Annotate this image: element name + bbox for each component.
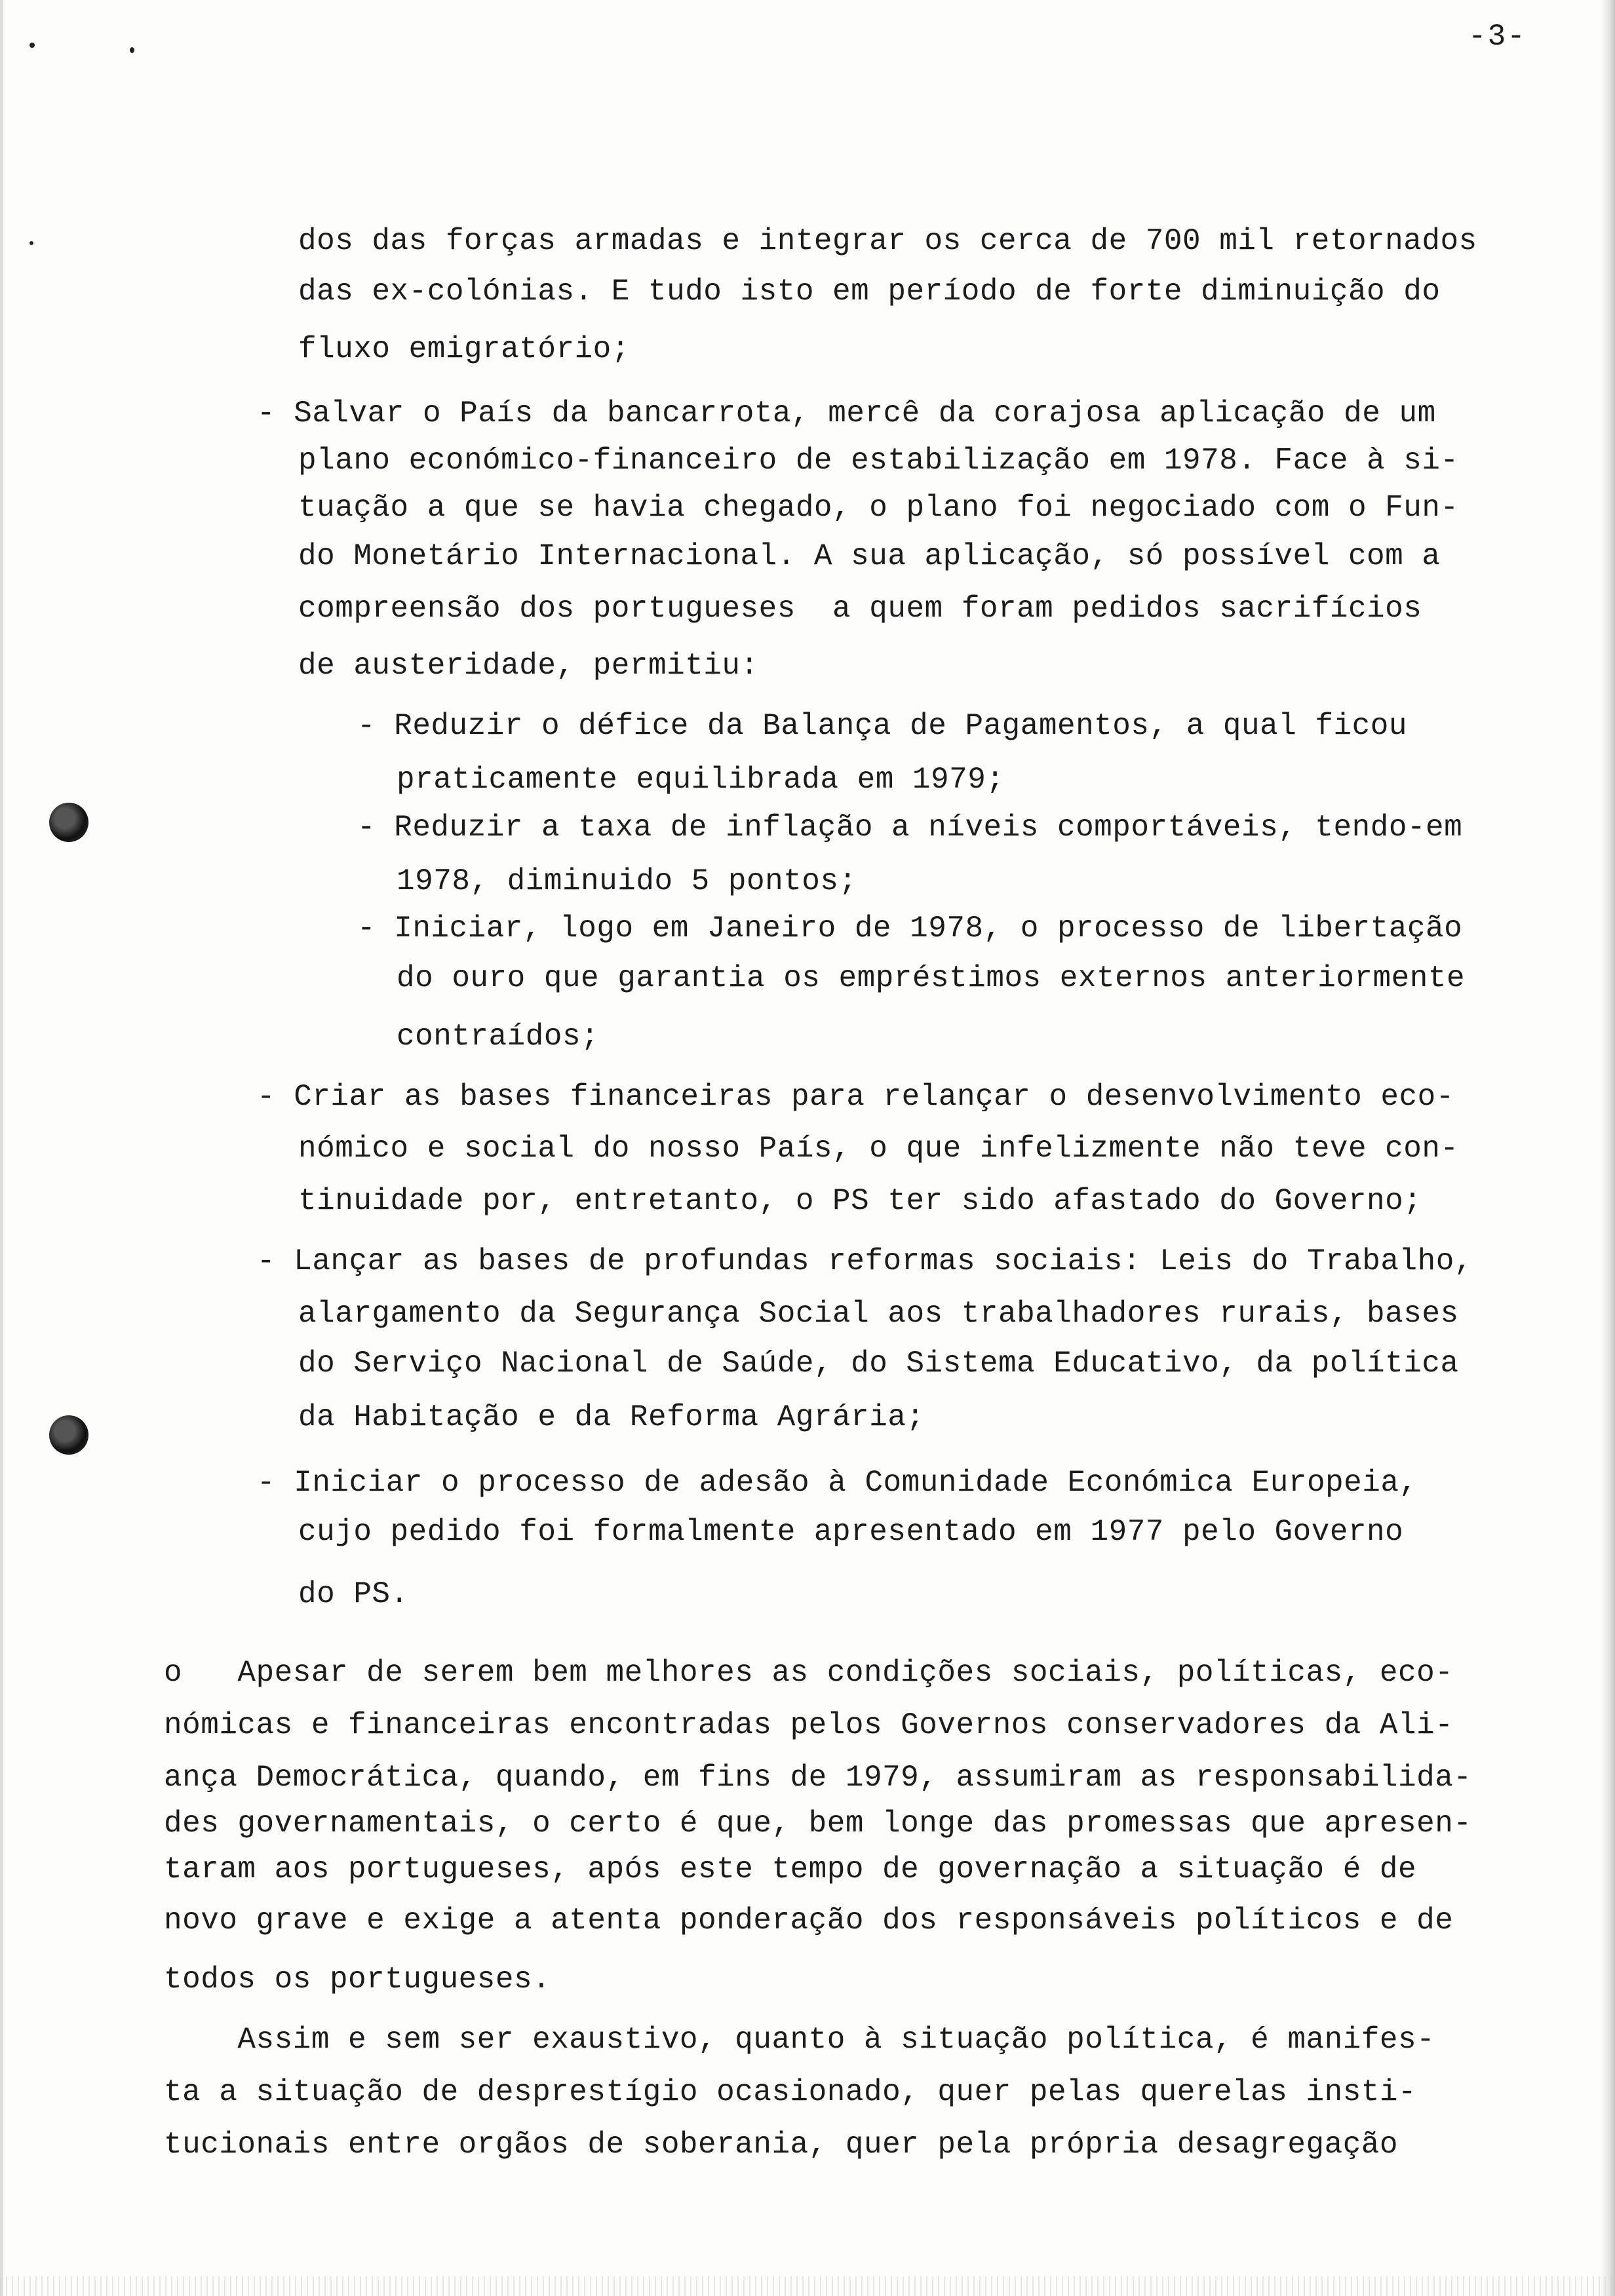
text-line: do ouro que garantia os empréstimos externos anteriormente [397,961,1466,995]
text-line: do Serviço Nacional de Saúde, do Sistema Educativo, da política [298,1347,1459,1381]
scan-speck [29,43,35,48]
text-line: praticamente equilibrada em 1979; [397,763,1005,797]
text-line: nómicas e financeiras encontradas pelos Governos conservadores da Ali- [164,1708,1454,1742]
text-line: - Reduzir o défice da Balança de Pagamentos, a qual ficou [357,709,1407,743]
text-line: compreensão dos portugueses a quem foram pedidos sacrifícios [298,592,1422,626]
text-line: 1978, diminuido 5 pontos; [397,864,857,898]
text-line: cujo pedido foi formalmente apresentado em 1977 pelo Governo [298,1515,1404,1549]
page-number: -3- [1468,20,1527,54]
text-line: des governamentais, o certo é que, bem longe das promessas que apresen- [164,1807,1472,1841]
text-line: contraídos; [397,1020,600,1054]
scan-left-edge [0,0,3,2296]
text-line: - Salvar o País da bancarrota, mercê da corajosa aplicação de um [257,396,1436,430]
punch-hole-icon [49,803,88,842]
text-line: do PS. [298,1577,409,1611]
text-line: - Iniciar, logo em Janeiro de 1978, o processo de libertação [357,911,1463,946]
text-line: taram aos portugueses, após este tempo de governação a situação é de [164,1852,1417,1886]
text-line: ta a situação de desprestígio ocasionado, quer pelas querelas insti- [164,2075,1417,2109]
text-line: - Lançar as bases de profundas reformas sociais: Leis do Trabalho, [257,1244,1473,1278]
text-line: fluxo emigratório; [298,332,630,366]
text-line: tucionais entre orgãos de soberania, quer pela própria desagregação [164,2128,1399,2162]
text-line: dos das forças armadas e integrar os cerca de 700 mil retornados [298,224,1477,258]
text-line: todos os portugueses. [164,1962,551,1997]
text-line: nómico e social do nosso País, o que infelizmente não teve con- [298,1132,1459,1166]
text-line: novo grave e exige a atenta ponderação dos responsáveis políticos e de [164,1904,1454,1938]
text-line: - Criar as bases financeiras para relançar o desenvolvimento eco- [257,1080,1454,1114]
text-line: tinuidade por, entretanto, o PS ter sido afastado do Governo; [298,1184,1422,1218]
text-line: de austeridade, permitiu: [298,649,759,683]
text-line: plano económico-financeiro de estabilização em 1978. Face à si- [298,444,1459,478]
text-line: ança Democrática, quando, em fins de 1979, assumiram as responsabilida- [164,1761,1472,1795]
text-line: do Monetário Internacional. A sua aplicação, só possível com a [298,539,1441,573]
text-line: - Reduzir a taxa de inflação a níveis comportáveis, tendo-em [357,811,1463,845]
text-line: o Apesar de serem bem melhores as condições sociais, políticas, eco- [164,1656,1454,1690]
text-line: das ex-colónias. E tudo isto em período de forte diminuição do [298,275,1441,309]
text-line: alargamento da Segurança Social aos trabalhadores rurais, bases [298,1297,1459,1331]
scan-speck [130,47,134,53]
scan-bottom-strip [0,2276,1615,2296]
text-line: Assim e sem ser exaustivo, quanto à situação política, é manifes- [164,2023,1435,2057]
text-line: da Habitação e da Reforma Agrária; [298,1400,925,1434]
punch-hole-icon [49,1415,88,1455]
scan-right-edge [1601,0,1615,2296]
text-line: - Iniciar o processo de adesão à Comunidade Económica Europeia, [257,1466,1418,1500]
text-line: tuação a que se havia chegado, o plano foi negociado com o Fun- [298,491,1459,525]
scan-speck [29,241,33,245]
